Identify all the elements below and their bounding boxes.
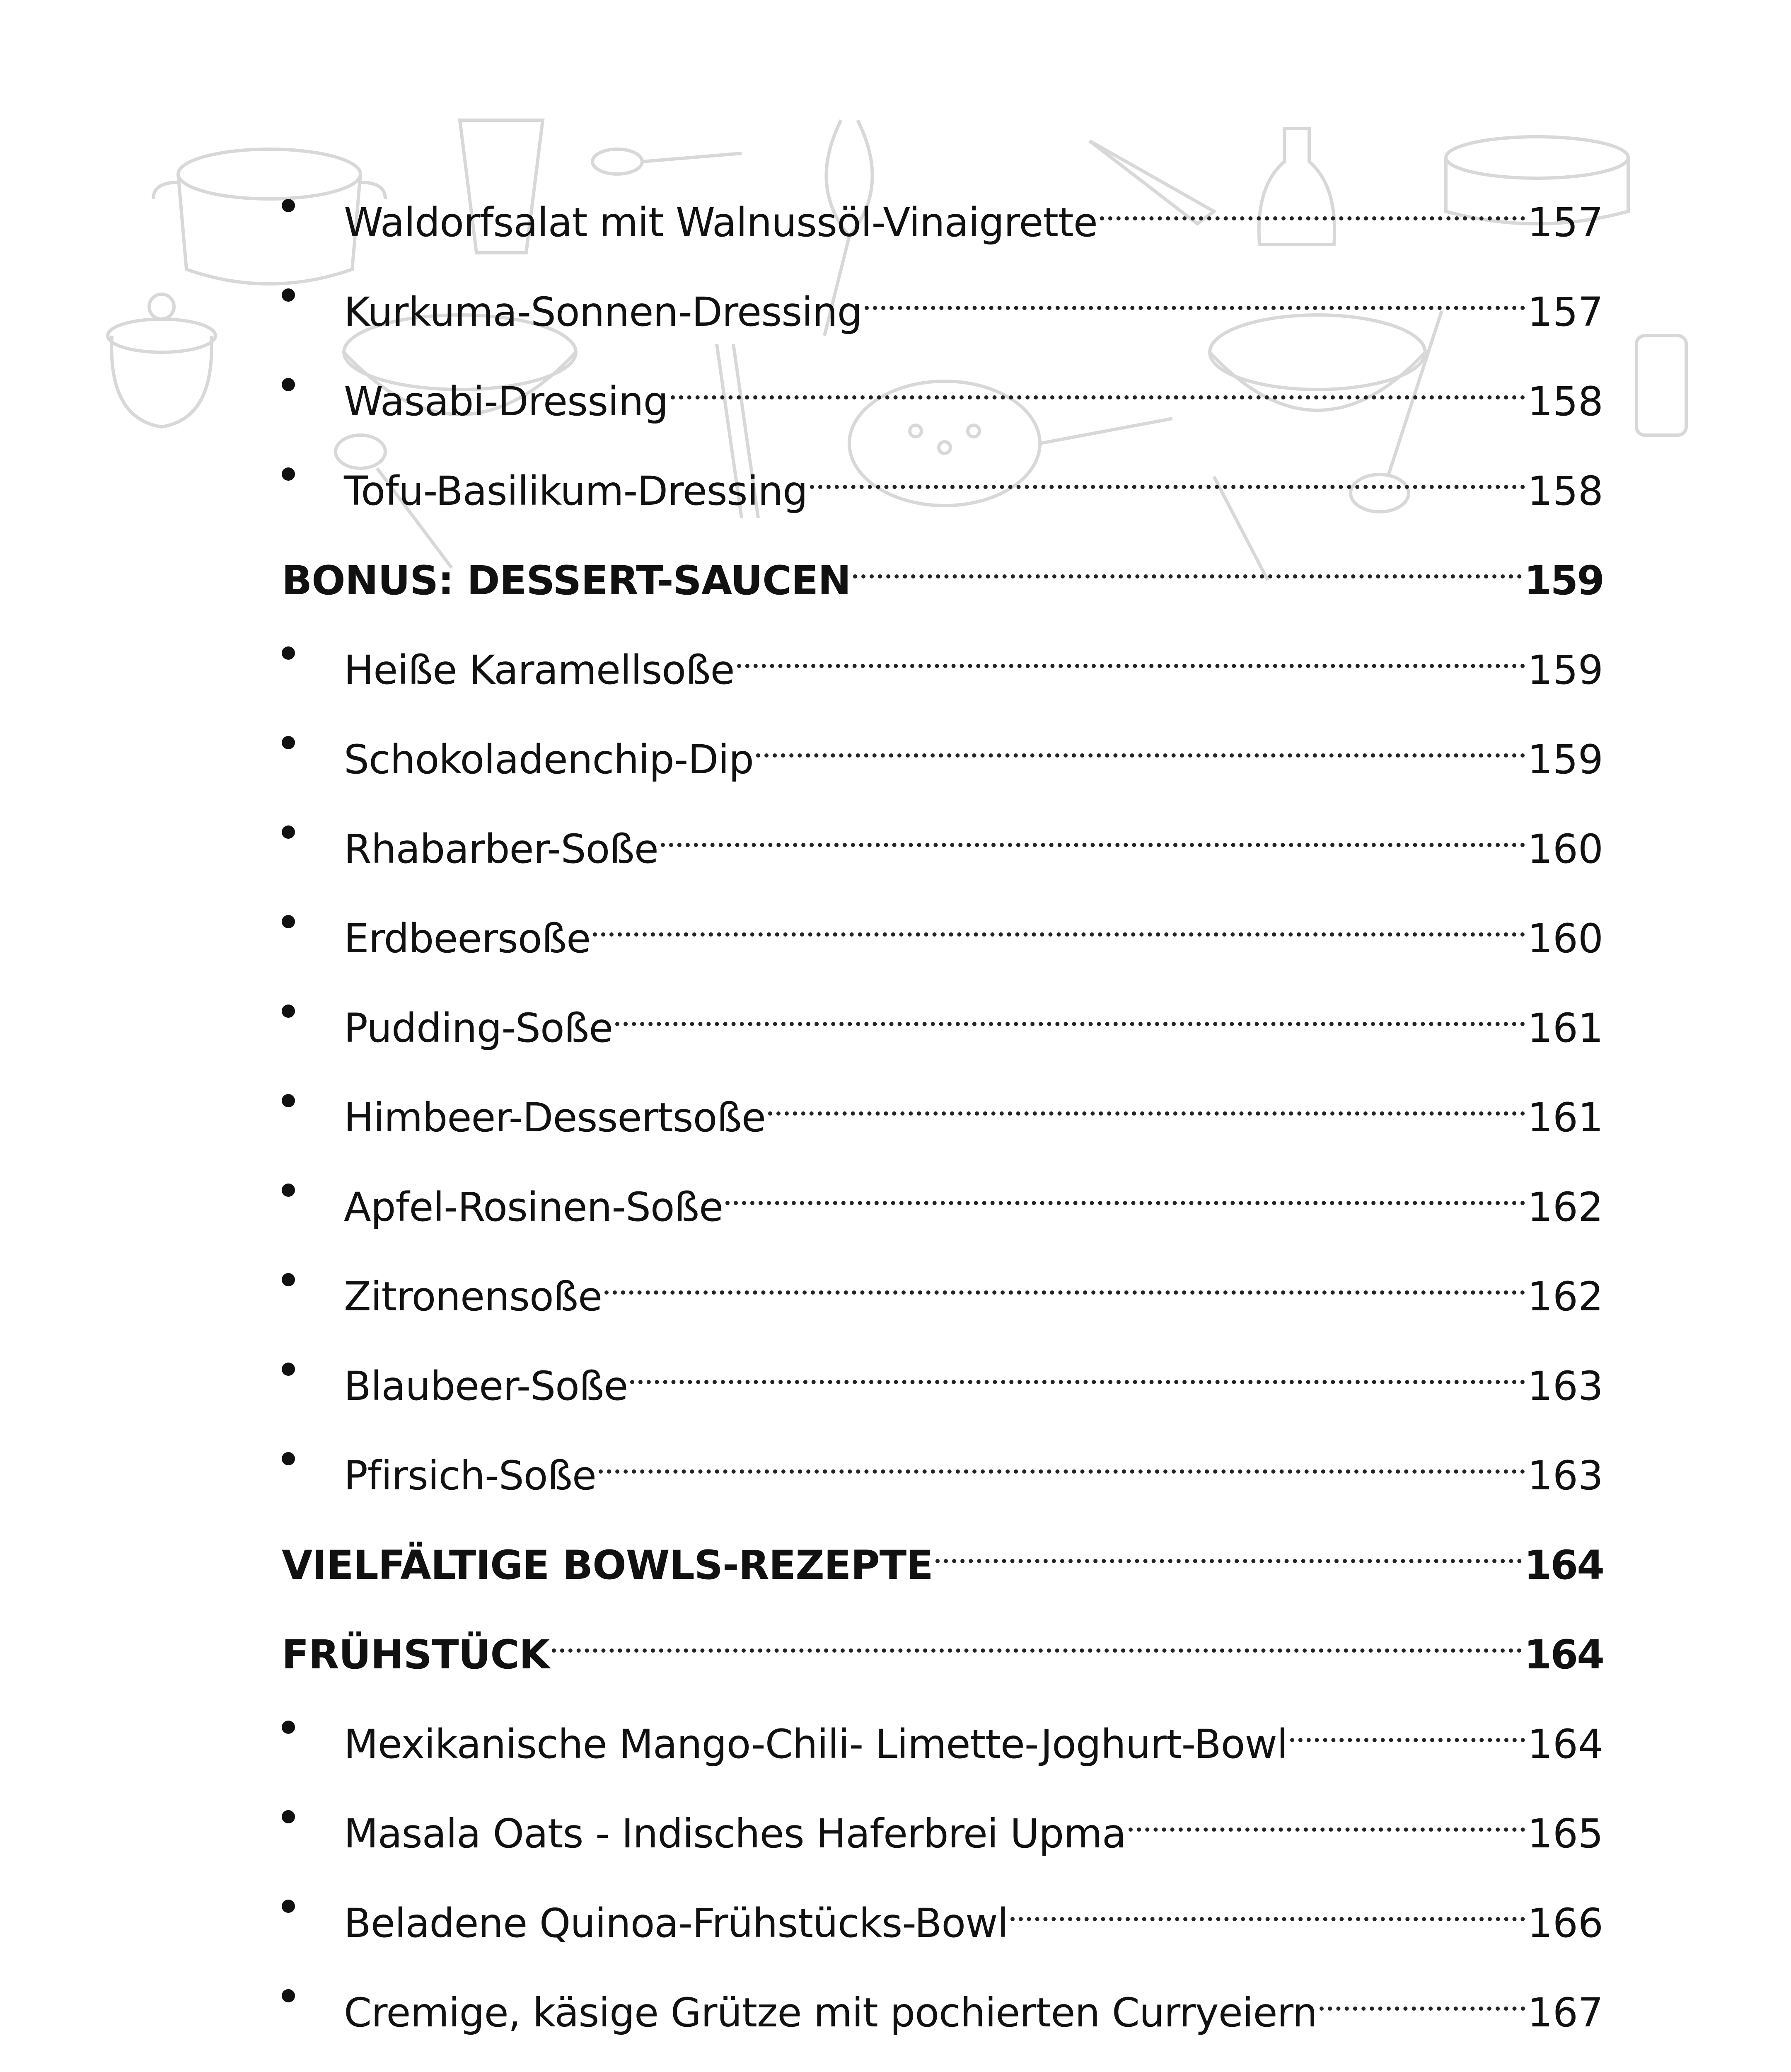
bullet-icon	[282, 288, 295, 302]
bullet-icon	[282, 1810, 295, 1823]
dot-leader	[865, 264, 1525, 326]
dot-leader	[671, 353, 1525, 415]
bullet-icon	[282, 736, 295, 749]
toc-entry-title: Himbeer-Dessertsoße	[344, 1094, 766, 1141]
toc-page-number: 159	[1527, 736, 1603, 783]
toc-entry[interactable]	[282, 711, 1603, 783]
dot-leader	[737, 622, 1525, 684]
dot-leader	[935, 1517, 1522, 1579]
bullet-icon	[282, 1094, 295, 1107]
bullet-icon	[282, 1273, 295, 1286]
toc-page-number: 160	[1527, 915, 1603, 962]
bullet-icon	[282, 1900, 295, 1913]
toc-entry-title: Rhabarber-Soße	[344, 826, 658, 872]
toc-entry-title: Heiße Karamellsoße	[344, 647, 735, 693]
dot-leader	[756, 711, 1525, 773]
toc-page-number: 161	[1527, 1094, 1603, 1141]
toc-entry-title: VIELFÄLTIGE BOWLS-REZEPTE	[282, 1542, 933, 1588]
dot-leader	[1290, 1696, 1525, 1758]
toc-entry[interactable]	[282, 1248, 1603, 1320]
toc-page-number: 166	[1527, 1900, 1603, 1946]
toc-entry[interactable]	[282, 890, 1603, 962]
dot-leader	[725, 1159, 1525, 1221]
dot-leader	[552, 1606, 1521, 1668]
toc-page-number: 163	[1527, 1452, 1603, 1499]
toc-entry[interactable]	[282, 174, 1603, 246]
toc-entry[interactable]	[282, 1696, 1603, 1767]
bullet-icon	[282, 378, 295, 391]
toc-page-number: 162	[1527, 1273, 1603, 1320]
bullet-icon	[282, 1363, 295, 1376]
bullet-icon	[282, 199, 295, 212]
toc-entry-title: Masala Oats - Indisches Haferbrei Upma	[344, 1811, 1126, 1857]
toc-entry[interactable]	[282, 353, 1603, 425]
toc-entry-title: Waldorfsalat mit Walnussöl-Vinaigrette	[344, 199, 1097, 246]
toc-entry-title: Apfel-Rosinen-Soße	[344, 1184, 723, 1230]
toc-entry-title: Zitronensoße	[344, 1273, 602, 1320]
dot-leader	[604, 1248, 1525, 1310]
grater-icon	[1636, 336, 1686, 435]
toc-heading[interactable]	[282, 1517, 1603, 1588]
toc-entry-title: Kurkuma-Sonnen-Dressing	[344, 289, 862, 335]
toc-entry[interactable]	[282, 1785, 1603, 1857]
dot-leader	[1320, 1964, 1525, 2026]
toc-entry-title: Tofu-Basilikum-Dressing	[344, 468, 808, 514]
toc-entry[interactable]	[282, 264, 1603, 335]
toc-page-number: 161	[1527, 1005, 1603, 1051]
dot-leader	[853, 532, 1521, 594]
bullet-icon	[282, 1721, 295, 1734]
toc-entry-title: Pfirsich-Soße	[344, 1452, 596, 1499]
toc-entry-title: Wasabi-Dressing	[344, 378, 668, 425]
bullet-icon	[282, 1452, 295, 1465]
toc-page-number: 167	[1527, 1990, 1603, 2036]
dot-leader	[768, 1069, 1525, 1131]
sugar-bowl-icon	[108, 294, 215, 427]
bullet-icon	[282, 825, 295, 839]
toc-entry-title: Erdbeersoße	[344, 915, 591, 962]
toc-entry[interactable]	[282, 1159, 1603, 1230]
toc-page-number: 164	[1524, 1542, 1603, 1588]
bullet-icon	[282, 1184, 295, 1197]
toc-entry-title: Blaubeer-Soße	[344, 1363, 628, 1409]
dot-leader	[1100, 174, 1525, 236]
toc-page-number: 162	[1527, 1184, 1603, 1230]
toc-page-number: 164	[1524, 1631, 1603, 1678]
toc-page-number: 160	[1527, 826, 1603, 872]
dot-leader	[1010, 1875, 1525, 1937]
toc-entry[interactable]	[282, 622, 1603, 693]
dot-leader	[615, 980, 1525, 1042]
toc-entry[interactable]	[282, 443, 1603, 514]
toc-entry[interactable]	[282, 1964, 1603, 2036]
toc-entry[interactable]	[282, 980, 1603, 1051]
toc-entry[interactable]	[282, 1338, 1603, 1409]
dot-leader	[810, 443, 1525, 505]
toc-entry-title: Pudding-Soße	[344, 1005, 613, 1051]
bullet-icon	[282, 1989, 295, 2002]
toc-entry-title: Beladene Quinoa-Frühstücks-Bowl	[344, 1900, 1008, 1946]
toc-page-number: 158	[1527, 378, 1603, 425]
dot-leader	[599, 1427, 1525, 1489]
toc-entry[interactable]	[282, 1875, 1603, 1946]
dot-leader	[593, 890, 1525, 952]
dot-leader	[1010, 2054, 1525, 2072]
toc-heading[interactable]	[282, 532, 1603, 604]
toc-entry-title: Mexikanische Mango-Chili- Limette-Joghurt-Bowl	[344, 1721, 1288, 1767]
toc-page-number: 163	[1527, 1363, 1603, 1409]
spoon-icon	[592, 149, 742, 174]
bullet-icon	[282, 1005, 295, 1018]
bullet-icon	[282, 467, 295, 481]
toc-page-number: 165	[1527, 1811, 1603, 1857]
bullet-icon	[282, 646, 295, 660]
toc-heading[interactable]	[282, 1606, 1603, 1678]
toc-entry-title: Cremige, käsige Grütze mit pochierten Curryeiern	[344, 1990, 1317, 2036]
toc-page-number: 164	[1527, 1721, 1603, 1767]
dot-leader	[1129, 1785, 1525, 1847]
toc-page-number: 157	[1527, 199, 1603, 246]
dot-leader	[661, 801, 1525, 863]
toc-entry[interactable]	[282, 2054, 1603, 2072]
toc-page-number: 157	[1527, 289, 1603, 335]
toc-entry-title: Schokoladenchip-Dip	[344, 736, 754, 783]
toc-page-number: 159	[1527, 647, 1603, 693]
toc-page-number: 159	[1524, 557, 1603, 604]
bullet-icon	[282, 915, 295, 928]
toc-entry-title: FRÜHSTÜCK	[282, 1631, 550, 1678]
toc-entry-title: BONUS: DESSERT-SAUCEN	[282, 557, 851, 604]
toc-entry[interactable]	[282, 1069, 1603, 1141]
toc-page-number: 158	[1527, 468, 1603, 514]
toc-entry[interactable]	[282, 1427, 1603, 1499]
dot-leader	[630, 1338, 1525, 1400]
toc-entry[interactable]	[282, 801, 1603, 872]
